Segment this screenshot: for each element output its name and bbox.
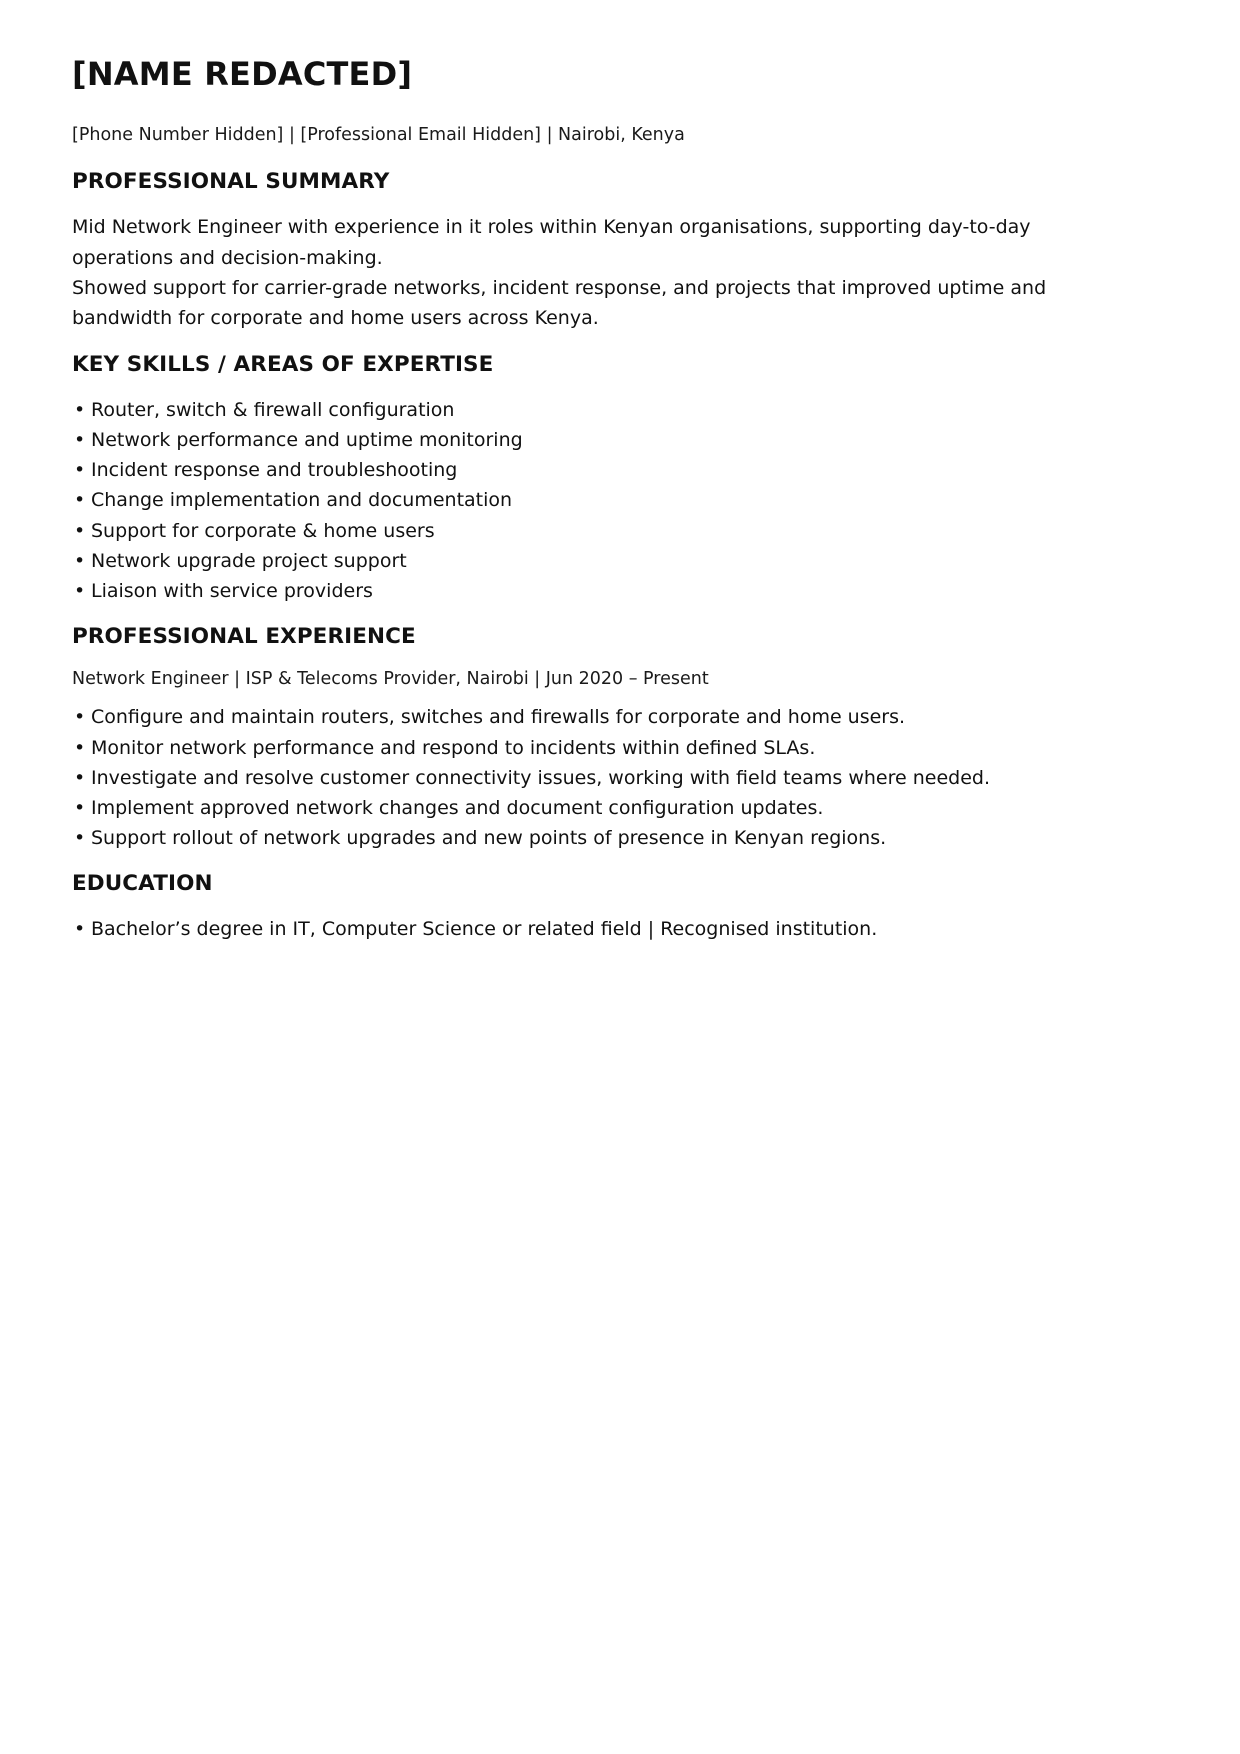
section-heading-professional-experience: PROFESSIONAL EXPERIENCE <box>72 624 416 650</box>
list-item: • Configure and maintain routers, switches and firewalls for corporate and home users. <box>72 702 1081 732</box>
section-key-skills <box>72 352 1120 606</box>
summary-paragraph: Showed support for carrier-grade networks, incident response, and projects that improved uptime and bandwidth for corporate and home users across Kenya. <box>72 277 1047 330</box>
job-title-line: Network Engineer | ISP & Telecoms Provider, Nairobi | Jun 2020 – Present <box>72 668 709 689</box>
list-item: • Bachelor’s degree in IT, Computer Science or related field | Recognised institution. <box>72 914 1081 944</box>
list-item: • Network upgrade project support <box>72 546 1081 576</box>
section-education <box>72 871 1120 944</box>
section-heading-key-skills: KEY SKILLS / AREAS OF EXPERTISE <box>72 351 494 377</box>
list-item: • Router, switch & firewall configuration <box>72 395 1081 425</box>
summary-paragraph: Mid Network Engineer with experience in it roles within Kenyan organisations, supporting day-to-day operations and decision-making. <box>72 216 1031 269</box>
education-list <box>72 914 1120 944</box>
list-item: • Liaison with service providers <box>72 576 1081 606</box>
contact-line: [Phone Number Hidden] | [Professional Email Hidden] | Nairobi, Kenya <box>72 124 685 145</box>
list-item: • Monitor network performance and respond to incidents within defined SLAs. <box>72 733 1081 763</box>
experience-entry <box>72 667 1120 853</box>
section-professional-summary <box>72 169 1120 333</box>
section-professional-experience <box>72 624 1120 853</box>
list-item: • Incident response and troubleshooting <box>72 455 1081 485</box>
skills-list <box>72 395 1120 606</box>
page-title: [NAME REDACTED] <box>72 55 413 93</box>
section-heading-education: EDUCATION <box>72 871 213 897</box>
list-item: • Implement approved network changes and document configuration updates. <box>72 793 1081 823</box>
list-item: • Investigate and resolve customer connectivity issues, working with field teams where needed. <box>72 763 1081 793</box>
experience-bullet-list <box>72 702 1120 853</box>
list-item: • Support rollout of network upgrades and new points of presence in Kenyan regions. <box>72 823 1081 853</box>
list-item: • Support for corporate & home users <box>72 516 1081 546</box>
list-item: • Network performance and uptime monitoring <box>72 425 1081 455</box>
list-item: • Change implementation and documentation <box>72 485 1081 515</box>
section-heading-professional-summary: PROFESSIONAL SUMMARY <box>72 169 390 195</box>
